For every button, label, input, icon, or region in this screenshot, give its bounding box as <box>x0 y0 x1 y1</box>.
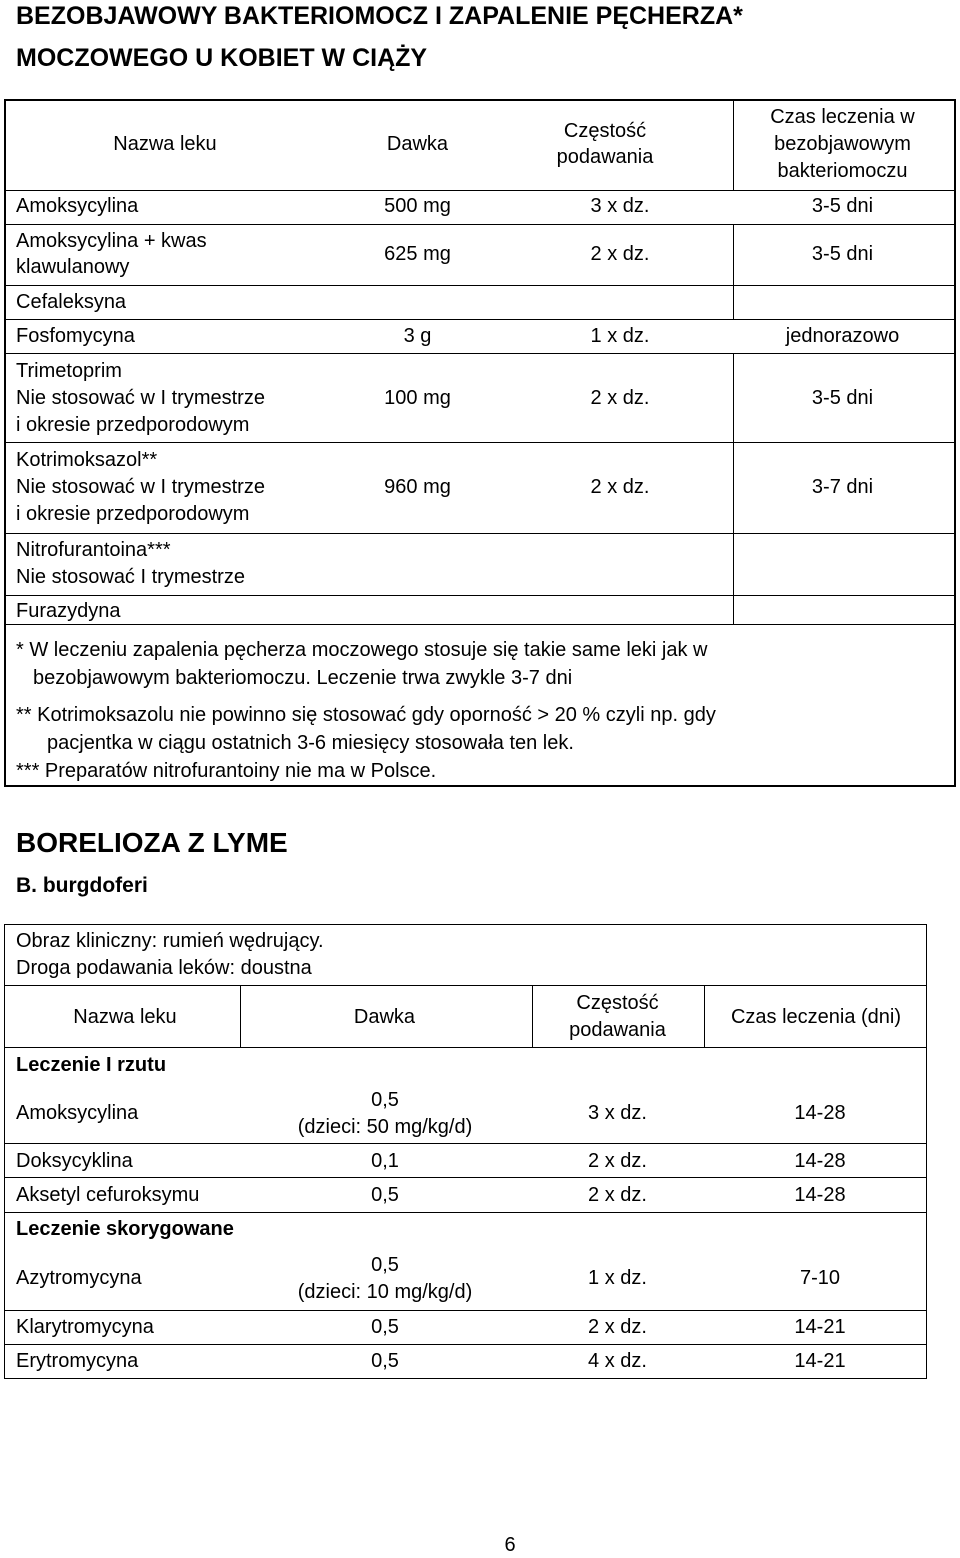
drug-frequency: 4 x dz. <box>588 1350 647 1372</box>
drug-dose: 500 mg <box>384 195 451 217</box>
drug-duration: 14-28 <box>794 1184 846 1206</box>
section2-subtitle: B. burgdoferi <box>16 874 148 897</box>
administration-route: Droga podawania leków: doustna <box>16 957 312 979</box>
drug-name: Fosfomycyna <box>16 325 135 347</box>
header-dose: Dawka <box>353 1006 416 1028</box>
drug-note-line2: Nie stosować I trymestrze <box>16 566 245 588</box>
footnote-2-line1: ** Kotrimoksazolu nie powinno się stosować gdy oporność > 20 % czyli np. gdy <box>16 704 716 726</box>
drug-frequency: 2 x dz. <box>590 243 650 265</box>
drug-frequency: 2 x dz. <box>588 1184 647 1206</box>
drug-dose-line2: (dzieci: 10 mg/kg/d) <box>297 1281 473 1303</box>
drug-dose: 0,5 <box>371 1316 399 1338</box>
drug-frequency: 2 x dz. <box>588 1316 647 1338</box>
drug-name: Furazydyna <box>16 600 121 622</box>
drug-name: Azytromycyna <box>16 1267 142 1289</box>
drug-dose: 625 mg <box>384 243 451 265</box>
drug-name: Erytromycyna <box>16 1350 139 1372</box>
drug-name-line2: klawulanowy <box>16 256 130 278</box>
header-duration-line3: bakteriomoczu <box>777 160 908 182</box>
drug-duration: 14-28 <box>794 1102 846 1124</box>
drug-frequency: 1 x dz. <box>588 1267 647 1289</box>
drug-dose: 0,5 <box>371 1350 399 1372</box>
page-number: 6 <box>504 1534 516 1556</box>
drug-duration: jednorazowo <box>785 325 900 347</box>
header-frequency-line2: podawania <box>556 146 654 168</box>
drug-note-line2: Nie stosować w I trymestrze <box>16 476 265 498</box>
drug-duration: 3-5 dni <box>811 243 874 265</box>
footnote-2-line2: pacjentka w ciągu ostatnich 3-6 miesięcy stosowała ten lek. <box>47 732 574 754</box>
drug-dose-line1: 0,5 <box>371 1089 399 1111</box>
drug-duration: 3-5 dni <box>811 195 874 217</box>
drug-dose: 0,5 <box>371 1184 399 1206</box>
footnote-1-line1: * W leczeniu zapalenia pęcherza moczowego stosuje się takie same leki jak w <box>16 639 708 661</box>
drug-note-line2: Nie stosować w I trymestrze <box>16 387 265 409</box>
header-drug-name: Nazwa leku <box>113 133 217 155</box>
drug-dose: 960 mg <box>384 476 451 498</box>
header-frequency-line2: podawania <box>569 1019 666 1041</box>
drug-frequency: 1 x dz. <box>590 325 650 347</box>
section2-title: BORELIOZA Z LYME <box>16 827 288 858</box>
header-frequency-line1: Częstość <box>563 120 647 142</box>
clinical-picture: Obraz kliniczny: rumień wędrujący. <box>16 930 324 952</box>
drug-duration: 14-21 <box>794 1316 846 1338</box>
drug-duration: 3-7 dni <box>811 476 874 498</box>
drug-duration: 7-10 <box>799 1267 841 1289</box>
header-dose: Dawka <box>386 133 449 155</box>
drug-name: Klarytromycyna <box>16 1316 154 1338</box>
drug-dose-line1: 0,5 <box>371 1254 399 1276</box>
group-first-line: Leczenie I rzutu <box>16 1054 167 1076</box>
drug-duration: 3-5 dni <box>811 387 874 409</box>
footnote-3: *** Preparatów nitrofurantoiny nie ma w Polsce. <box>16 760 437 782</box>
drug-name: Doksycyklina <box>16 1150 133 1172</box>
group-corrected: Leczenie skorygowane <box>16 1218 234 1240</box>
header-duration-line1: Czas leczenia w <box>770 106 915 128</box>
drug-note-line3: i okresie przedporodowym <box>16 414 250 436</box>
footnote-1-line2: bezobjawowym bakteriomoczu. Leczenie trwa zwykle 3-7 dni <box>33 667 573 689</box>
drug-dose: 3 g <box>403 325 432 347</box>
drug-dose: 100 mg <box>384 387 451 409</box>
header-frequency-line1: Częstość <box>576 992 659 1014</box>
header-duration-line2: bezobjawowym <box>774 133 911 155</box>
drug-name: Cefaleksyna <box>16 291 127 313</box>
drug-name: Amoksycylina <box>16 1102 139 1124</box>
section1-title-line2: MOCZOWEGO U KOBIET W CIĄŻY <box>16 44 428 72</box>
drug-name-line1: Nitrofurantoina*** <box>16 539 171 561</box>
section1-title-line1: BEZOBJAWOWY BAKTERIOMOCZ I ZAPALENIE PĘCHERZA* <box>16 2 743 30</box>
drug-frequency: 2 x dz. <box>588 1150 647 1172</box>
drug-name-line1: Trimetoprim <box>16 360 122 382</box>
drug-dose-line2: (dzieci: 50 mg/kg/d) <box>297 1116 473 1138</box>
header-drug-name: Nazwa leku <box>73 1006 177 1028</box>
drug-frequency: 3 x dz. <box>588 1102 647 1124</box>
drug-name-line1: Kotrimoksazol** <box>16 449 158 471</box>
drug-name: Aksetyl cefuroksymu <box>16 1184 200 1206</box>
drug-duration: 14-21 <box>794 1350 846 1372</box>
drug-duration: 14-28 <box>794 1150 846 1172</box>
drug-note-line3: i okresie przedporodowym <box>16 503 250 525</box>
header-duration: Czas leczenia (dni) <box>730 1006 902 1028</box>
drug-frequency: 3 x dz. <box>590 195 650 217</box>
drug-name: Amoksycylina <box>16 195 139 217</box>
drug-frequency: 2 x dz. <box>590 387 650 409</box>
drug-frequency: 2 x dz. <box>590 476 650 498</box>
drug-dose: 0,1 <box>371 1150 399 1172</box>
drug-name-line1: Amoksycylina + kwas <box>16 230 207 252</box>
